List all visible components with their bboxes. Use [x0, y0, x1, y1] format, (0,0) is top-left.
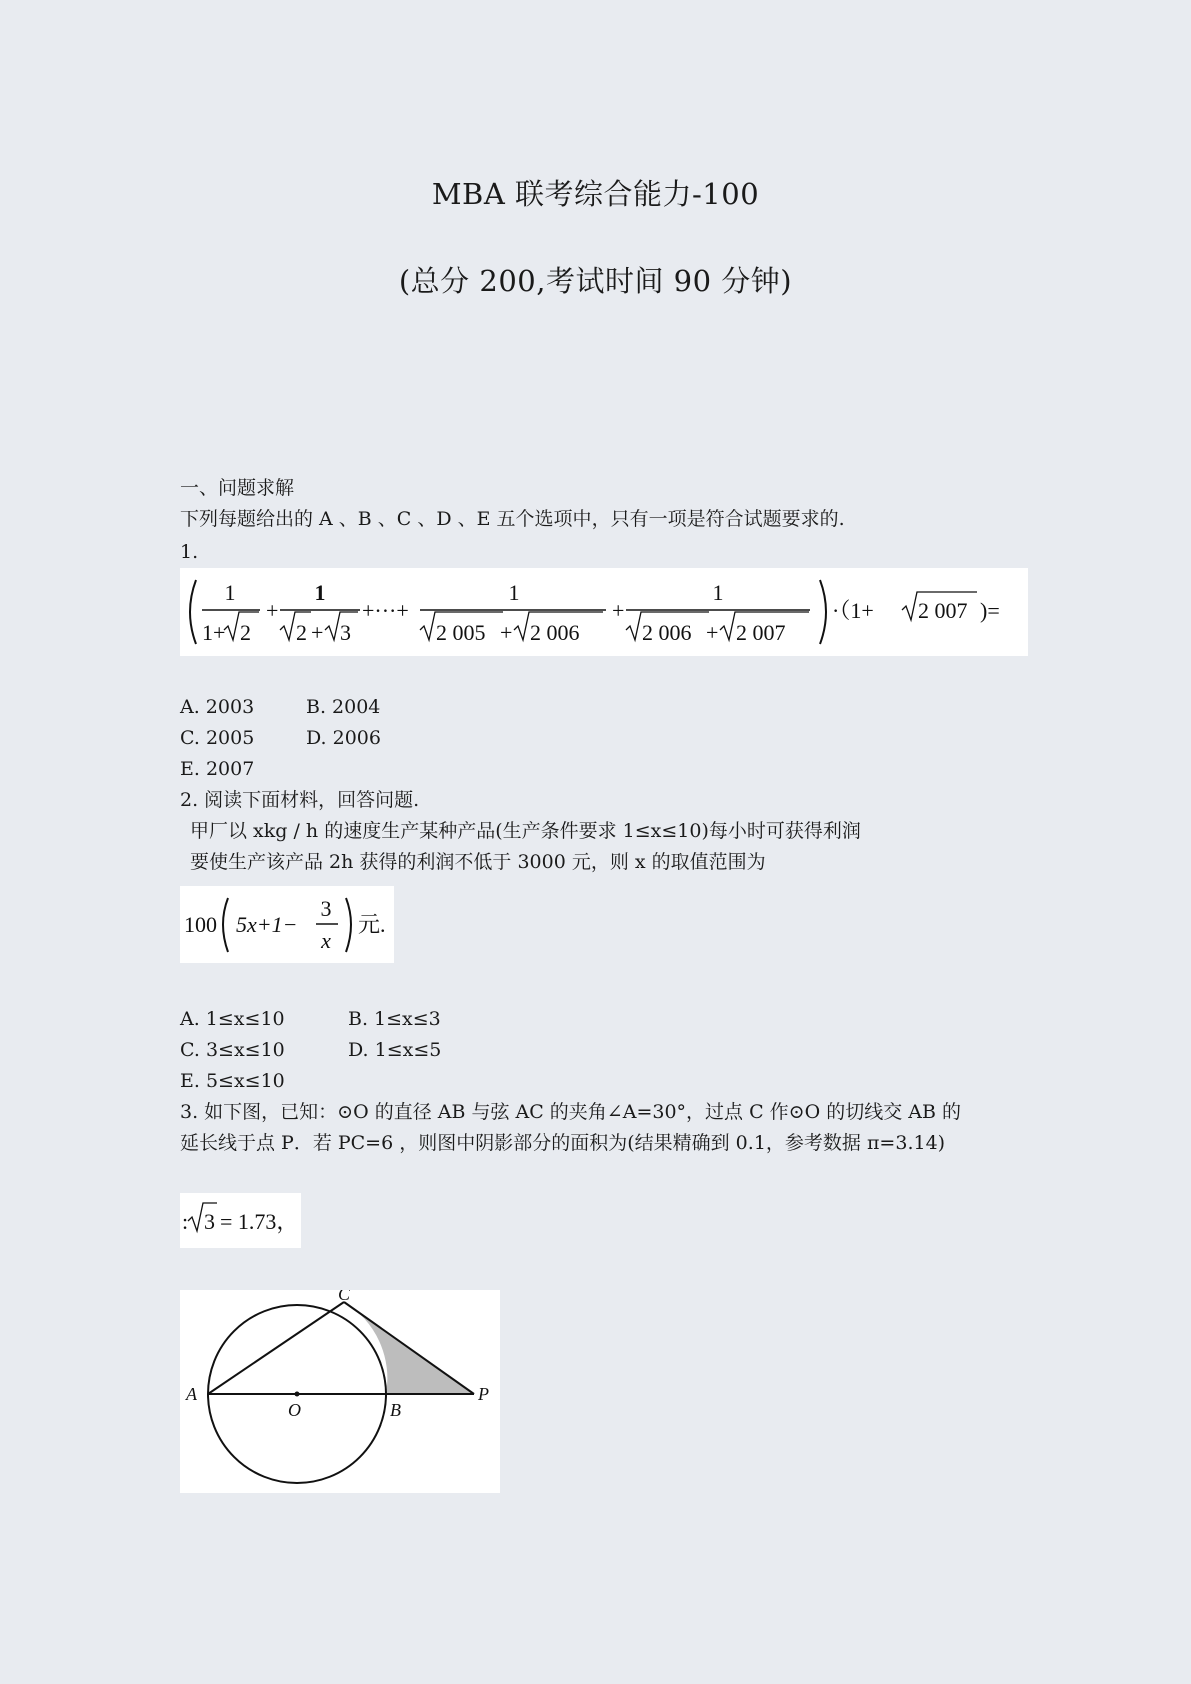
q1-ellipsis: +···+: [362, 598, 409, 623]
q3-ref-root: 3: [204, 1209, 215, 1234]
q3-reference: [180, 1193, 301, 1248]
q3-line1: 3. 如下图，已知：⊙O 的直径 AB 与弦 AC 的夹角∠A=30°，过点 C 作⊙O 的切线交 AB 的: [180, 1101, 961, 1123]
q1-frac4-num: 1: [712, 580, 724, 605]
q1-tail-open: ·（1+: [832, 598, 874, 623]
q1-frac3-den-a: 2 005: [436, 620, 486, 645]
q2-formula: [180, 886, 394, 963]
q3-figure: [180, 1290, 500, 1493]
q2-option-b: B. 1≤x≤3: [348, 1008, 441, 1030]
page-subtitle: (总分 200,考试时间 90 分钟): [398, 264, 793, 298]
chord-ac: [208, 1302, 344, 1394]
section-heading: 一、问题求解: [180, 477, 295, 499]
q1-frac1-den-b: 2: [240, 620, 251, 645]
q1-frac2-plus: +: [311, 620, 324, 645]
q2-expr: 5x+1−: [236, 912, 298, 937]
q1-option-b: B. 2004: [306, 696, 381, 718]
q1-option-d: D. 2006: [306, 727, 381, 749]
label-a: A: [186, 1384, 197, 1404]
q1-frac4-plus: +: [706, 620, 719, 645]
q2-line1: 甲厂以 xkg / h 的速度生产某种产品(生产条件要求 1≤x≤10)每小时可获得利润: [190, 820, 861, 842]
q1-frac2-num: 1: [314, 580, 326, 605]
label-p: P: [478, 1384, 489, 1404]
q3-ref-value: = 1.73，: [220, 1209, 299, 1234]
label-c: C: [338, 1290, 351, 1304]
q2-option-a: A. 1≤x≤10: [180, 1008, 285, 1030]
q1-frac3-den-b: 2 006: [530, 620, 580, 645]
q2-option-c: C. 3≤x≤10: [180, 1039, 285, 1061]
q1-frac2-den-b: 3: [340, 620, 351, 645]
q2-option-e: E. 5≤x≤10: [180, 1070, 285, 1092]
q1-formula-image: [180, 568, 1028, 656]
q1-frac2-den-a: 2: [296, 620, 307, 645]
q1-tail-close: )=: [980, 598, 1000, 623]
q3-figure-image: [180, 1290, 500, 1493]
q2-line2: 要使生产该产品 2h 获得的利润不低于 3000 元，则 x 的取值范围为: [190, 851, 766, 873]
q1-formula: [180, 568, 1028, 656]
q1-frac3-plus: +: [500, 620, 513, 645]
label-b: B: [390, 1400, 401, 1420]
center-dot: [295, 1392, 300, 1397]
svg-text:+: +: [266, 598, 279, 623]
q3-ref-prefix: :: [182, 1209, 189, 1234]
q1-number: 1.: [180, 541, 199, 563]
q1-option-e: E. 2007: [180, 758, 255, 780]
section-instruction: 下列每题给出的 A 、B 、C 、D 、E 五个选项中，只有一项是符合试题要求的.: [180, 508, 845, 530]
q3-line2: 延长线于点 P．若 PC=6 ，则图中阴影部分的面积为(结果精确到 0.1，参考数据 π=3.14): [180, 1132, 946, 1154]
q2-option-d: D. 1≤x≤5: [348, 1039, 442, 1061]
q1-frac1-num: 1: [224, 580, 236, 605]
q2-number: 2. 阅读下面材料，回答问题.: [180, 789, 420, 811]
q1-frac4-den-b: 2 007: [736, 620, 786, 645]
q1-frac3-num: 1: [508, 580, 520, 605]
q2-coef: 100: [184, 912, 217, 937]
q1-plus: +: [612, 598, 625, 623]
q1-option-c: C. 2005: [180, 727, 255, 749]
q2-formula-image: [180, 886, 394, 963]
q1-frac1-den-a: 1+: [202, 620, 226, 645]
page-title: MBA 联考综合能力-100: [431, 177, 760, 211]
q3-reference-image: [180, 1193, 301, 1248]
q1-frac4-den-a: 2 006: [642, 620, 692, 645]
q1-tail-root: 2 007: [918, 598, 968, 623]
q2-unit: 元.: [358, 912, 386, 937]
label-o: O: [288, 1400, 301, 1420]
q2-num: 3: [320, 896, 332, 921]
q1-option-a: A. 2003: [180, 696, 255, 718]
q2-den: x: [321, 928, 331, 953]
